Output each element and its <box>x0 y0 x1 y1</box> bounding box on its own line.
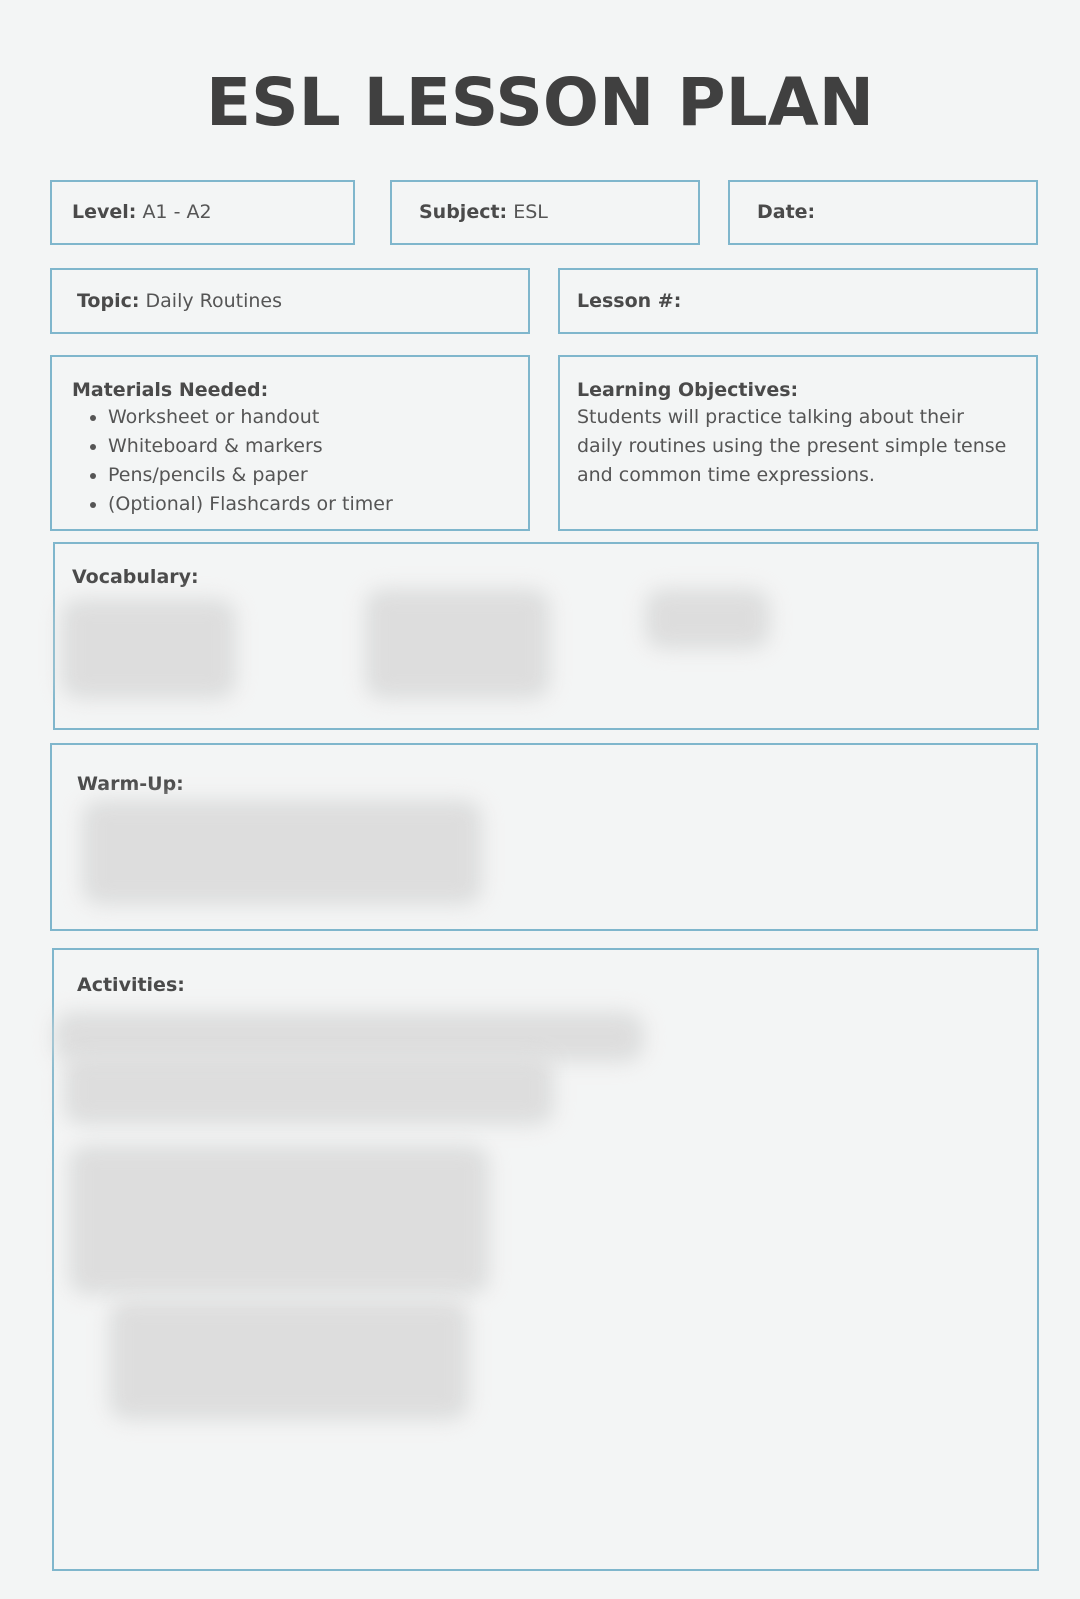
level-value: A1 - A2 <box>142 201 212 223</box>
topic-box <box>50 268 530 334</box>
activities-box <box>52 948 1039 1571</box>
subject-box <box>390 180 700 245</box>
list-item: • Pens/pencils & paper <box>108 461 518 490</box>
topic-value: Daily Routines <box>145 289 283 312</box>
list-item: • Whiteboard & markers <box>108 432 518 461</box>
vocabulary-heading: Vocabulary: <box>72 566 199 588</box>
list-item: • Worksheet or handout <box>108 403 518 432</box>
activities-heading: Activities: <box>77 974 185 996</box>
vocabulary-box <box>53 542 1039 730</box>
objectives-text <box>577 403 1026 490</box>
level-label: Level: <box>72 201 137 223</box>
redacted-area <box>69 1145 489 1295</box>
materials-box <box>50 355 530 531</box>
lesson-number-box <box>558 268 1038 334</box>
date-label: Date: <box>757 201 816 223</box>
subject-label: Subject: <box>419 201 508 223</box>
redacted-area <box>64 1055 554 1125</box>
materials-heading: Materials Needed: <box>72 379 269 401</box>
list-item: • (Optional) Flashcards or timer <box>108 490 518 519</box>
warmup-heading: Warm-Up: <box>77 773 184 795</box>
level-box <box>50 180 355 245</box>
redacted-area <box>82 800 482 905</box>
redacted-area <box>645 589 770 649</box>
objectives-line: Students will practice talking about their <box>577 406 964 428</box>
objectives-box <box>558 355 1038 531</box>
objectives-line: daily routines using the present simple tense <box>577 435 1007 457</box>
date-box <box>728 180 1038 245</box>
materials-list <box>72 403 518 519</box>
page-title: ESL LESSON PLAN <box>206 64 874 141</box>
redacted-area <box>61 599 236 699</box>
topic-label: Topic: <box>77 289 140 312</box>
objectives-line: and common time expressions. <box>577 464 875 486</box>
redacted-area <box>109 1300 469 1420</box>
objectives-heading: Learning Objectives: <box>577 379 799 401</box>
subject-value: ESL <box>513 201 548 223</box>
redacted-area <box>365 589 550 699</box>
warmup-box <box>50 743 1038 931</box>
lesson-number-label: Lesson #: <box>577 289 682 312</box>
